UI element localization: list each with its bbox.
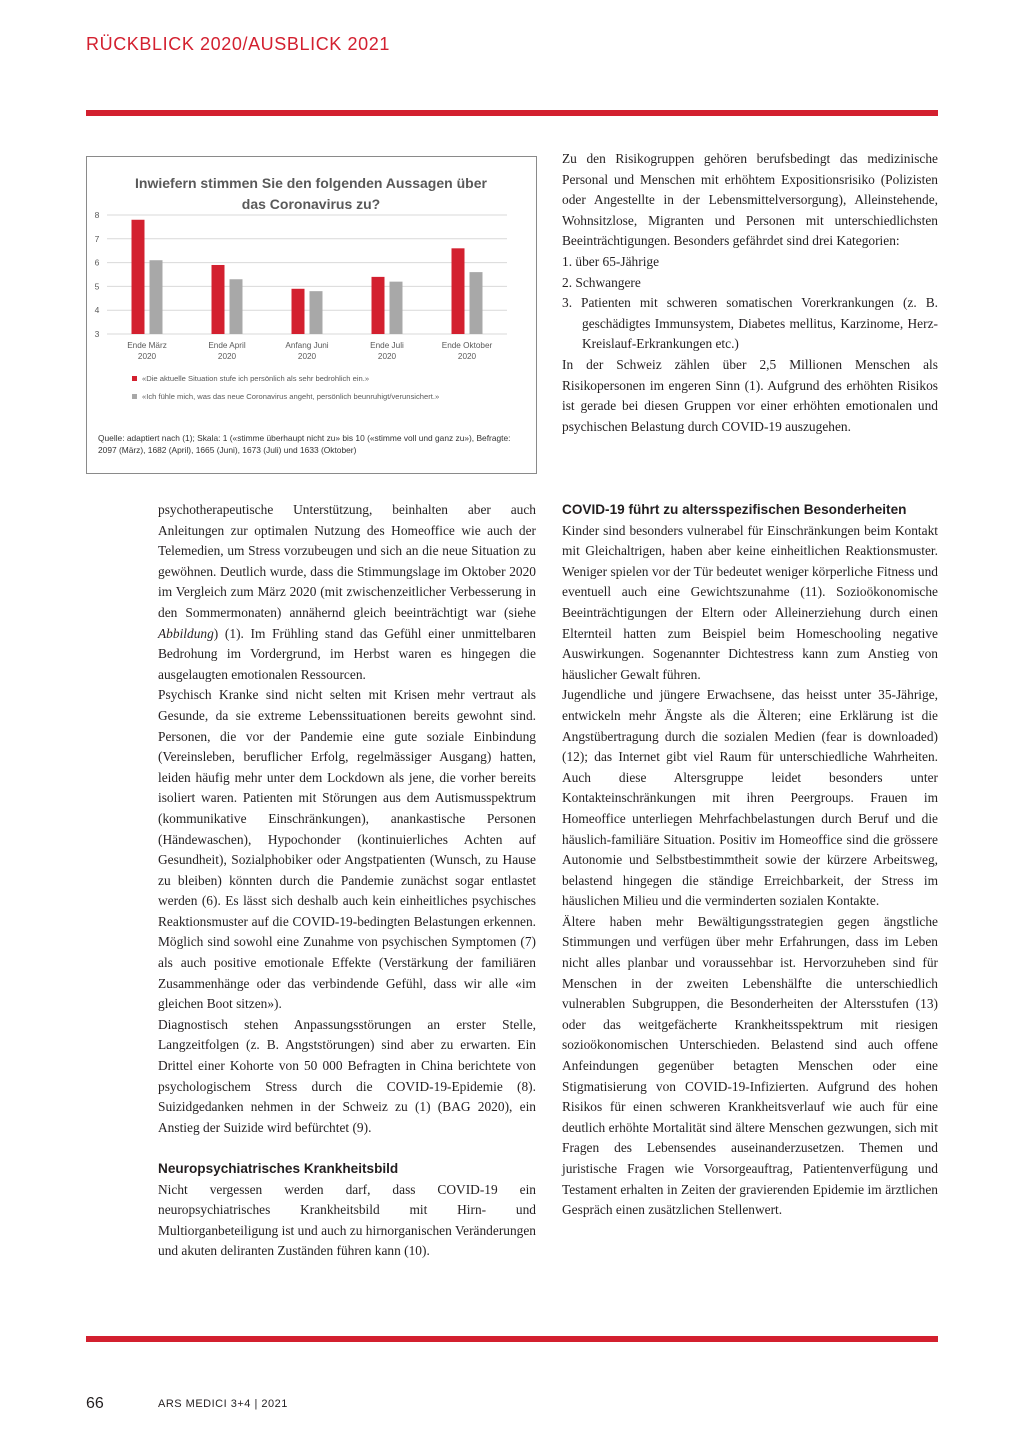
- top-divider: [86, 110, 938, 116]
- paragraph: Kinder sind besonders vulnerabel für Einschränkungen beim Kontakt mit Gleichaltrigen, haben aber keine einheitlichen Reaktionsmuster. Weniger spielen vor der Tür bedeutet weniger körperliche Fitness und eventuell auch eine Gewichtszunahme (11). Sozioökonomische Beeinträchtigungen der Eltern oder Alleinerziehung durch einen Elternteil hatten zum Beispiel beim Homeschooling negative Auswirkungen. Sogenannter Dichtestress kann zum Anstieg von häuslicher Gewalt führen.: [562, 522, 938, 682]
- text-run: psychotherapeutische Unterstützung, beinhalten aber auch Anleitungen zur optimalen Nutzung des Homeoffice wie auch der Telemedien, um Stress vorzubeugen und sich an die neue Situation zu gewöhnen. Deutlich wurde, dass die Stimmungslage im Oktober 2020 im Vergleich zum März 2020 (mit zwischenzeitlicher Verbesserung in den Sommermonaten) annähernd gleich beeinträchtigt war (siehe: [158, 502, 536, 620]
- journal-name: ARS MEDICI 3+4 | 2021: [158, 1398, 288, 1410]
- list-item: 2. Schwangere: [562, 274, 641, 290]
- bar-worry: [470, 272, 483, 334]
- paragraph: Zu den Risikogruppen gehören berufsbedingt das medizinische Personal und Menschen mit erhöhtem Expositionsrisiko (Polizisten oder Angestellte in der Lebensmittelversorgung), Alleinstehende, Wohnsitzlose, Migranten und Personen mit unterschiedlichsten Beeinträchtigungen. Besonders gefährdet sind drei Kategorien:: [562, 151, 938, 249]
- figure: [86, 156, 537, 474]
- x-tick-label: Anfang Juni: [285, 341, 329, 350]
- y-tick-label: 5: [94, 281, 100, 292]
- chart-title: das Coronavirus zu?: [241, 196, 381, 212]
- paragraph: In der Schweiz zählen über 2,5 Millionen Menschen als Risikopersonen im engeren Sinn (1). Aufgrund des erhöhten Risikos ist gerade bei diesen Gruppen vor einer erhöhten emotionalen und psychischen Belastung durch COVID-19 auszugehen.: [562, 356, 938, 434]
- bar-worry: [230, 279, 243, 334]
- chart-title: Inwiefern stimmen Sie den folgenden Aussagen über: [135, 175, 487, 191]
- section-heading: Neuropsychiatrisches Krankheitsbild: [158, 1161, 399, 1176]
- bar-worry: [310, 291, 323, 334]
- paragraph: Psychisch Kranke sind nicht selten mit Krisen mehr vertraut als Gesunde, da sie extreme Lebenssituationen bereits gewohnt sind. Personen, die vor der Pandemie eine gute soziale Einbindung (Vereinsleben, beruflicher Erfolg, regelmässiger Ausgang) hatten, leiden häufig mehr unter dem Lockdown als jene, die vorher bereits isoliert waren. Patienten mit Störungen aus dem Autismusspektrum (kommunikative Einschränkungen), anankastische Personen (Händewaschen), Hypochonder (kontinuierliches Achten auf Gesundheit), Sozialphobiker oder Angstpatienten (Wunsch, zu Hause zu bleiben) könnten durch die Pandemie zunächst sogar entlastet werden (6). Es lässt sich deshalb auch kein einheitliches psychisches Reaktionsmuster auf die COVID-19-bedingten Belastungen erkennen. Möglich sind sowohl eine Zunahme von psychischen Symptomen (7) als auch positive emotionale Effekte (Verstärkung der familiären Zusammenhänge oder das verbindende Gefühl, dass wir alle «im gleichen Boot sitzen»).: [158, 687, 536, 1012]
- figure-reference: Abbildung: [158, 625, 214, 641]
- bar-threat: [452, 248, 465, 334]
- section-gap: [158, 1138, 536, 1159]
- x-tick-label: 2020: [457, 352, 477, 361]
- chart: [87, 157, 536, 473]
- x-tick-label: Ende Juli: [370, 341, 404, 350]
- text-run: ) (1). Im Frühling stand das Gefühl einer unmittelbaren Bedrohung im Vordergrund, im Herbst waren es hingegen die ausgelaugten emotionalen Ressourcen.: [158, 625, 536, 682]
- running-header: RÜCKBLICK 2020/AUSBLICK 2021: [86, 34, 390, 54]
- bar-threat: [292, 289, 305, 334]
- paragraph: Ältere haben mehr Bewältigungsstrategien gegen ängstliche Stimmungen und verfügen über mehr Erfahrungen, dass im Leben nicht alles planbar und voraussehbar ist. Hervorzuheben sind für Menschen in der zweiten Lebenshälfte die unterschiedlich vulnerablen Subgruppen, die Besonderheiten der Altersstufen (13) oder das weitgefächerte Krankheitsspektrum mit riesigen sozioökonomischen Unterschieden. Belastend sind auch offene Anfeindungen gegenüber betagten Menschen oder eine Stigmatisierung von COVID-19-Infizierten. Aufgrund des hohen Risikos für einen schweren Krankheitsverlauf wie auch für eine deutlich erhöhte Mortalität sind ältere Menschen gezwungen, sich mit Fragen des Lebensendes auseinanderzusetzen. Themen und juristische Fragen wie Vorsorgeauftrag, Patientenverfügung und Testament erhalten in Zeiten der gravierenden Epidemie im ärztlichen Gespräch einen zusätzlichen Stellenwert.: [562, 913, 938, 1218]
- x-tick-label: Ende März: [127, 341, 167, 350]
- paragraph: Diagnostisch stehen Anpassungsstörungen an erster Stelle, Langzeitfolgen (z. B. Angststörungen) sind aber zu erwarten. Ein Drittel einer Kohorte von 50 000 Befragten in China berichtete von psychologischem Stress durch die COVID-19-Epidemie (8). Suizidgedanken nehmen in der Schweiz zu (1) (BAG 2020), ein Anstieg der Suizide wird befürchtet (9).: [158, 1016, 536, 1135]
- paragraph: Jugendliche und jüngere Erwachsene, das heisst unter 35-Jährige, entwickeln mehr Ängste als die Älteren; eine Erklärung ist die Angstübertragung durch die sozialen Medien (fear is downloaded) (12); das Internet gibt viel Raum für unterschiedliche Wahrheiten. Auch diese Altersgruppe leidet besonders unter Kontakteinschränkungen mit ihren Peergroups. Frauen im Homeoffice unterliegen Mehrfachbelastungen durch Beruf und die häuslich-familiäre Situation. Positiv im Homeoffice sind die grössere Autonomie und Selbstbestimmtheit sowie der kürzere Arbeitsweg, belastend hingegen die ständige Erreichbarkeit, der Stress im häuslichen Milieu und die verminderten sozialen Kontakte.: [562, 687, 938, 909]
- bar-threat: [212, 265, 225, 334]
- bar-threat: [372, 277, 385, 334]
- list-item: 3. Patienten mit schweren somatischen Vorerkrankungen (z. B. geschädigtes Immunsystem, Diabetes mellitus, Karzinome, Herz-Kreislauf-Erkrankungen etc.): [562, 295, 938, 352]
- x-tick-label: Ende Oktober: [441, 341, 493, 350]
- y-tick-label: 6: [94, 257, 100, 268]
- right-column-top: [562, 149, 938, 437]
- right-column: [562, 500, 938, 1221]
- bottom-divider: [86, 1336, 938, 1342]
- legend-swatch: [132, 394, 137, 399]
- x-tick-label: 2020: [377, 352, 397, 361]
- x-tick-label: 2020: [297, 352, 317, 361]
- left-column: [158, 500, 536, 1262]
- y-tick-label: 4: [94, 305, 100, 316]
- legend-label: «Die aktuelle Situation stufe ich persönlich als sehr bedrohlich ein.»: [142, 374, 370, 383]
- y-tick-label: 3: [94, 329, 100, 339]
- section-heading: COVID-19 führt zu altersspezifischen Besonderheiten: [562, 502, 907, 517]
- list-item: 1. über 65-Jährige: [562, 253, 660, 269]
- x-tick-label: 2020: [137, 352, 157, 361]
- figure-caption: Quelle: adaptiert nach (1); Skala: 1 («stimme überhaupt nicht zu» bis 10 («stimme voll und ganz zu»), Befragte: 2097 (März), 1682 (April), 1665 (Juni), 1673 (Juli) und 1633 (Oktober): [98, 433, 511, 455]
- bar-worry: [150, 260, 163, 334]
- bar-threat: [132, 220, 145, 334]
- risk-list: [562, 252, 938, 355]
- x-tick-label: 2020: [217, 352, 237, 361]
- x-tick-label: Ende April: [208, 341, 246, 350]
- y-tick-label: 7: [94, 233, 100, 244]
- legend-swatch: [132, 376, 137, 381]
- paragraph: [158, 500, 536, 685]
- bar-worry: [390, 282, 403, 334]
- page-number: 66: [86, 1395, 104, 1412]
- legend-label: «Ich fühle mich, was das neue Coronavirus angeht, persönlich beunruhigt/verunsichert.»: [142, 392, 440, 401]
- y-tick-label: 8: [94, 210, 100, 220]
- paragraph: Nicht vergessen werden darf, dass COVID-19 ein neuropsychiatrisches Krankheitsbild mit Hirn- und Multiorganbeteiligung ist und auch zu hirnorganischen Veränderungen und akuten deliranten Zuständen führen kann (10).: [158, 1181, 536, 1259]
